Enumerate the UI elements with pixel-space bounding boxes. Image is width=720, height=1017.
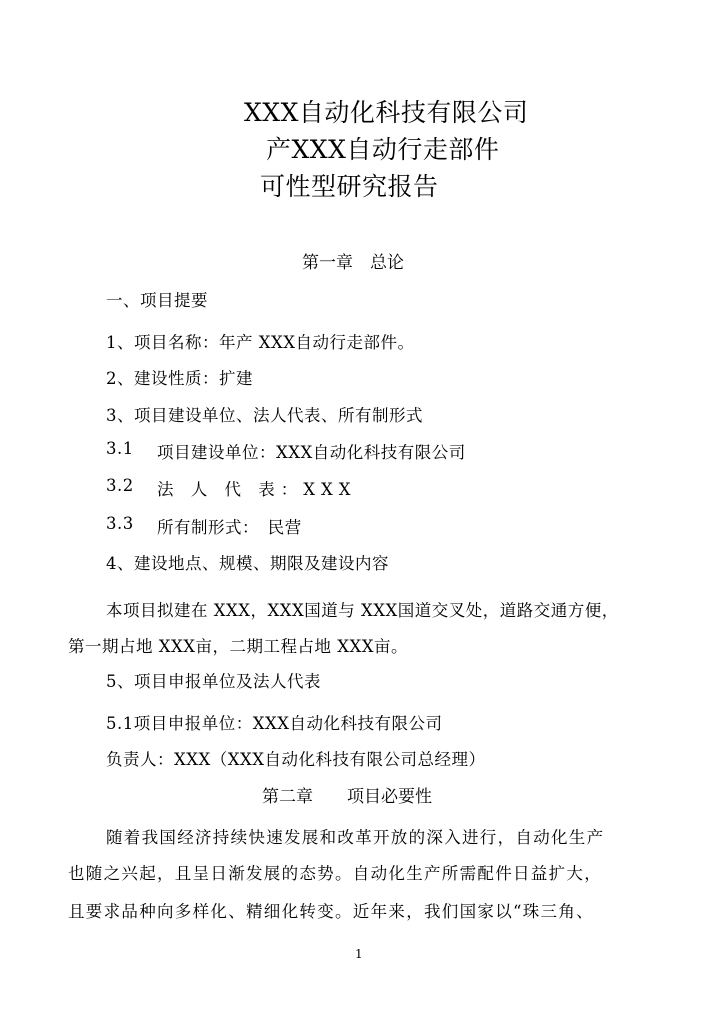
item-project-name: 1、项目名称：年产 XXX自动行走部件。 [106,333,415,352]
necessity-paragraph-line-3: 且要求品种向多样化、精细化转变。近年来，我们国家以“珠三角、 [68,902,594,921]
item-location-scale: 4、建设地点、规模、期限及建设内容 [106,554,389,573]
necessity-paragraph-line-1: 随着我国经济持续快速发展和改革开放的深入进行，自动化生产 [106,828,605,847]
necessity-paragraph-line-2: 也随之兴起，且呈日渐发展的态势。自动化生产所需配件日益扩大， [68,864,602,883]
item-3-1-number: 3.1 [106,439,134,458]
item-3-1-text: 项目建设单位：XXX自动化科技有限公司 [157,443,466,462]
item-5-1-applicant: 5.1项目申报单位：XXX自动化科技有限公司 [106,714,443,733]
section-project-summary: 一、项目提要 [106,291,208,310]
item-3-2-number: 3.2 [106,476,134,495]
item-applicant-unit: 5、项目申报单位及法人代表 [106,672,321,691]
chapter-2-heading: 第二章 项目必要性 [262,787,432,807]
item-3-2-text: 法 人 代 表：XXX [157,480,357,499]
title-line-3: 可性型研究报告 [260,172,439,201]
item-3-3-text: 所有制形式： 民营 [157,518,302,537]
item-construction-nature: 2、建设性质：扩建 [106,369,253,388]
item-3-3-number: 3.3 [106,514,134,533]
location-paragraph-line-1: 本项目拟建在 XXX，XXX国道与 XXX国道交叉处，道路交通方便， [106,601,619,620]
location-paragraph-line-2: 第一期占地 XXX亩，二期工程占地 XXX亩。 [68,637,408,656]
page-number: 1 [355,947,363,961]
title-line-1: XXX自动化科技有限公司 [244,98,529,127]
item-construction-unit: 3、项目建设单位、法人代表、所有制形式 [106,406,423,425]
title-line-2: 产XXX自动行走部件 [266,135,500,164]
chapter-1-heading: 第一章 总论 [302,253,404,273]
responsible-person: 负责人：XXX（XXX自动化科技有限公司总经理） [106,750,486,769]
